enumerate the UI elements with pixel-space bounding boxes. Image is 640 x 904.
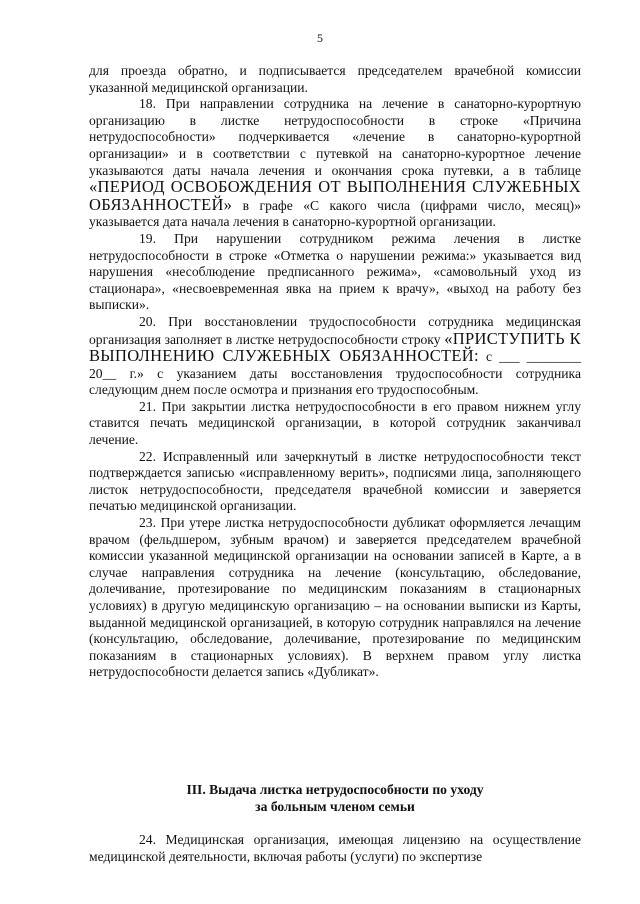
paragraph-20-part-b: с ___ ________ 20__ г.» с указанием даты восстановления трудоспособности сотрудника следующим днем после осмотра и признания его трудоспособным. (89, 349, 582, 398)
paragraph-24: 24. Медицинская организация, имеющая лицензию на осуществление медицинской деятельности, включая работы (услуги) по экспертизе (89, 832, 581, 864)
page-number: 5 (317, 31, 323, 45)
section-heading-line-1: III. Выдача листка нетрудоспособности по уходу (186, 782, 484, 797)
section-body (89, 832, 581, 865)
paragraph-20-caps: «ПРИСТУПИТЬ К ВЫПОЛНЕНИЮ СЛУЖЕБНЫХ ОБЯЗАННОСТЕЙ: (89, 328, 581, 366)
section-heading-line-2: за больным членом семьи (255, 799, 415, 814)
paragraph-19: 19. При нарушении сотрудником режима лечения в листке нетрудоспособности в строке «Отметка о нарушении режима:» указывается вид нарушения «несоблюдение предписанного режима», «самовольный уход из стационара», «несвоевременная явка на прием к врачу», «выход на работу без выписки». (89, 230, 581, 313)
document-body (89, 63, 581, 681)
paragraph-22: 22. Исправленный или зачеркнутый в листке нетрудоспособности текст подтверждается записью «исправленному верить», подписями лица, заполняющего листок нетрудоспособности, председателя врачебной комиссии и заверяется печатью медицинской организации. (89, 448, 581, 514)
paragraph-21: 21. При закрытии листка нетрудоспособности в его правом нижнем углу ставится печать медицинской организации, в которой сотрудник заканчивал лечение. (89, 398, 581, 448)
paragraph-23: 23. При утере листка нетрудоспособности дубликат оформляется лечащим врачом (фельдшером, зубным врачом) и заверяется председателем врачебной комиссии указанной медицинской организации на основании записей в Карте, а в случае направления сотрудника на лечение (консультацию, обследование, долечивание, протезирование по медицинским показаниям в стационарных условиях) в другую медицинскую организацию – на основании выписки из Карты, выданной медицинской организацией, в которую сотрудник направлялся на лечение (консультацию, обследование, долечивание, протезирование по медицинским показаниям в стационарных условиях). В верхнем правом углу листка нетрудоспособности делается запись «Дубликат». (89, 515, 581, 680)
paragraph-20-part-a: 20. При восстановлении трудоспособности сотрудника медицинская организация заполняет в листке нетрудоспособности строку (89, 313, 581, 347)
paragraph-18 (89, 96, 581, 231)
paragraph-18-part-b: в графе «С какого числа (цифрами число, месяц)» указывается дата начала лечения в санаторно-курортной организации. (89, 197, 581, 230)
paragraph-18-caps: «ПЕРИОД ОСВОБОЖДЕНИЯ ОТ ВЫПОЛНЕНИЯ СЛУЖЕБНЫХ ОБЯЗАННОСТЕЙ» (89, 177, 581, 214)
paragraph-18-part-a: 18. При направлении сотрудника на лечение в санаторно-курортную организацию в листке нетрудоспособности в строке «Причина нетрудоспособности» подчеркивается «лечение в санаторно-курортной организации» и в соответствии с путевкой на санаторно-курортное лечение указываются даты начала лечения и окончания срока путевки, а в таблице (89, 96, 581, 178)
paragraph-20 (89, 314, 581, 399)
section-heading (89, 781, 581, 815)
paragraph-17-end: для проезда обратно, и подписывается председателем врачебной комиссии указанной медицинской организации. (89, 63, 581, 95)
